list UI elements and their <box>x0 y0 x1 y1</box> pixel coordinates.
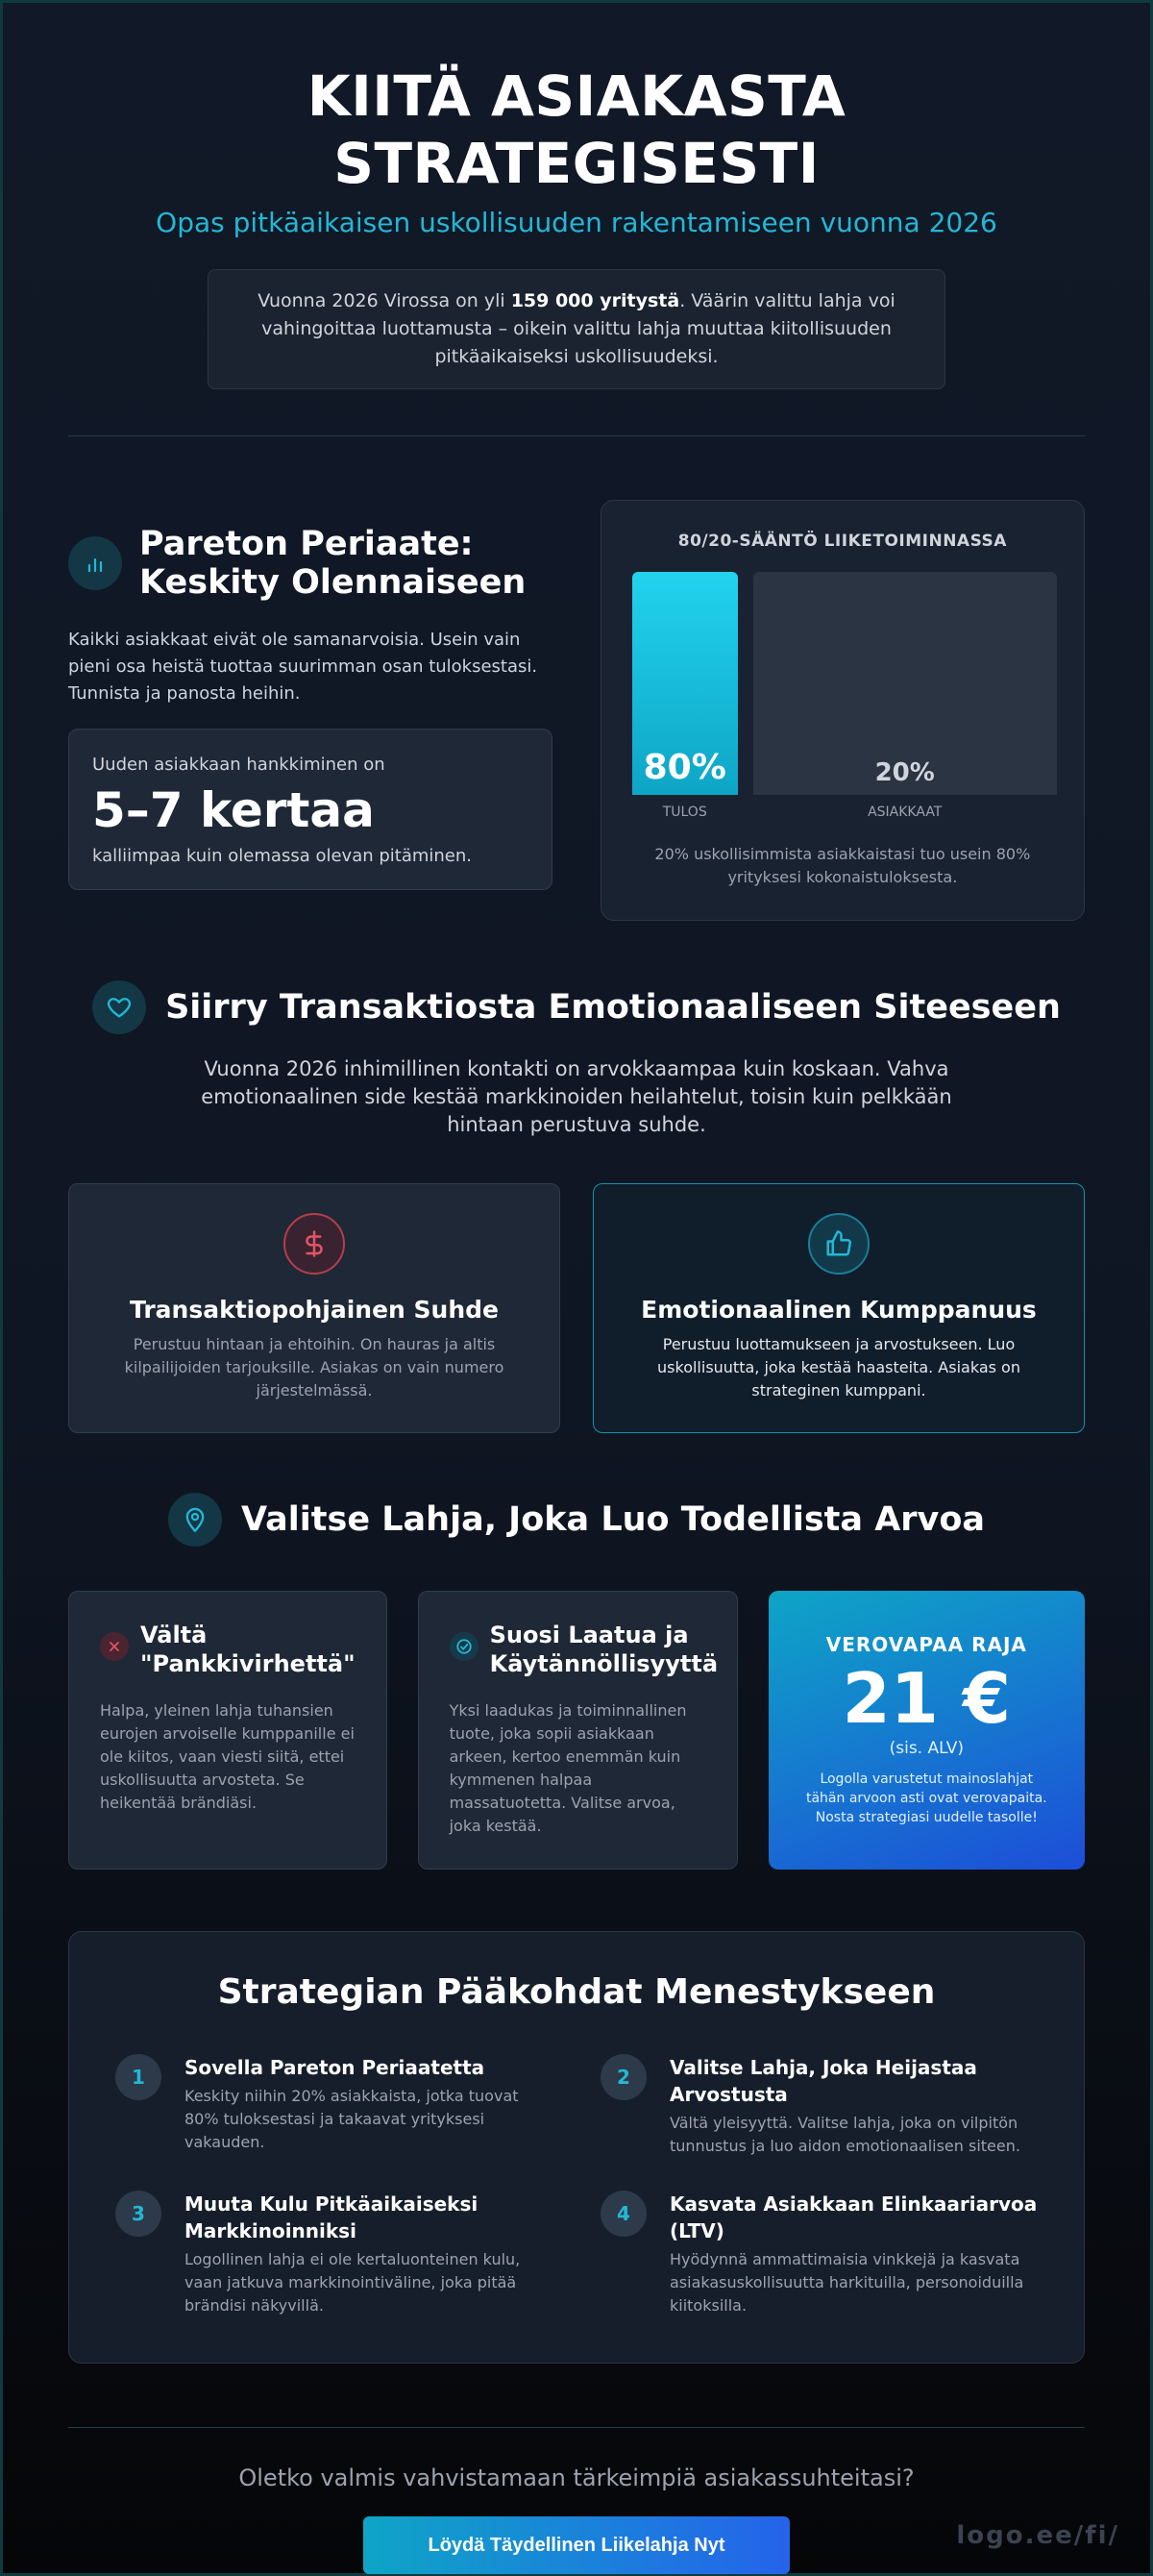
intro-text-pre: Vuonna 2026 Virossa on yli <box>258 290 511 311</box>
page-title: KIITÄ ASIAKASTA STRATEGISESTI <box>307 63 846 196</box>
strategy-step <box>601 2054 1038 2158</box>
step-number: 1 <box>115 2054 161 2100</box>
chart-categories <box>632 805 1053 831</box>
emotional-title: Siirry Transaktiosta Emotionaaliseen Siteeseen <box>165 988 1061 1027</box>
heart-icon <box>92 980 146 1034</box>
card-text: Yksi laadukas ja toiminnallinen tuote, joka sopii asiakkaan arkeen, kertoo enemmän kuin kymmenen halpaa massatuotetta. Valitse arvoa, joka kestää. <box>449 1701 687 1835</box>
emotional-description: Vuonna 2026 inhimillinen kontakti on arvokkaampaa kuin koskaan. Vahva emotionaalinen side kestää markkinoiden heilahtelut, toisin kuin pelkkään hintaan perustuva suhde. <box>201 1057 952 1136</box>
divider <box>68 435 1085 436</box>
bar-value-label: 20% <box>874 758 935 787</box>
pareto-text <box>68 500 552 921</box>
card-text: Perustuu hintaan ja ehtoihin. On hauras ja altis kilpailijoiden tarjouksille. Asiakas on vain numero järjestelmässä. <box>124 1335 504 1399</box>
step-number: 4 <box>601 2191 647 2237</box>
strategy-step <box>115 2054 552 2158</box>
strategy-step <box>115 2191 552 2317</box>
step-number: 3 <box>115 2191 161 2237</box>
stat-card <box>68 729 552 890</box>
chart-bar-asiakkaat <box>753 572 1057 795</box>
strategy-steps <box>115 2054 1038 2317</box>
tax-label: VEROVAPAA RAJA <box>825 1633 1027 1656</box>
step-text: Hyödynnä ammattimaisia vinkkejä ja kasvata asiakasuskollisuutta harkituilla, personoiduilla kiitoksilla. <box>670 2250 1024 2315</box>
card-title: Emotionaalinen Kumppanuus <box>641 1296 1037 1324</box>
relationship-cards <box>68 1183 1085 1433</box>
stat-line-2: kalliimpaa kuin olemassa olevan pitäminen. <box>92 846 473 866</box>
chart-plot-area <box>632 572 1053 795</box>
gift-section <box>68 1493 1085 1870</box>
emotional-section <box>68 980 1085 1433</box>
avoid-card <box>68 1591 387 1870</box>
step-number: 2 <box>601 2054 647 2100</box>
card-header <box>100 1621 356 1678</box>
step-text: Vältä yleisyyttä. Valitse lahja, joka on vilpitön tunnustus ja luo aidon emotionaalisen siteen. <box>670 2114 1020 2155</box>
step-text: Logollinen lahja ei ole kertaluonteinen kulu, vaan jatkuva markkinointiväline, joka pitää brändisi näkyvillä. <box>184 2250 521 2315</box>
transactional-card <box>68 1183 560 1433</box>
intro-box <box>208 269 945 389</box>
strategy-section <box>68 1931 1085 2364</box>
stat-line-1: Uuden asiakkaan hankkiminen on <box>92 755 385 775</box>
tax-limit-card <box>769 1591 1085 1870</box>
step-title: Muuta Kulu Pitkäaikaiseksi Markkinoinniksi <box>184 2192 478 2242</box>
emotional-heading <box>68 980 1085 1034</box>
step-title: Valitse Lahja, Joka Heijastaa Arvostusta <box>670 2056 977 2106</box>
category-label: ASIAKKAAT <box>868 805 943 820</box>
cta-question: Oletko valmis vahvistamaan tärkeimpiä asiakassuhteitasi? <box>238 2465 915 2491</box>
page-subtitle: Opas pitkäaikaisen uskollisuuden rakentamiseen vuonna 2026 <box>156 207 997 238</box>
chart-title: 80/20-SÄÄNTÖ LIIKETOIMINNASSA <box>677 532 1007 551</box>
card-title: Transaktiopohjainen Suhde <box>130 1296 499 1324</box>
pareto-section <box>68 500 1085 921</box>
map-pin-icon <box>168 1493 222 1547</box>
tax-vat-note: (sis. ALV) <box>889 1739 964 1758</box>
bar-value-label: 80% <box>643 748 726 787</box>
strategy-step <box>601 2191 1038 2317</box>
gift-heading <box>68 1493 1085 1547</box>
card-text: Perustuu luottamukseen ja arvostukseen. Luo uskollisuutta, joka kestää haasteita. Asiakas on strateginen kumppani. <box>657 1335 1020 1399</box>
hero <box>68 3 1085 389</box>
chart-note: 20% uskollisimmista asiakkaistasi tuo usein 80% yrityksesi kokonaistuloksesta. <box>654 845 1031 886</box>
pareto-heading <box>68 525 552 602</box>
pareto-title: Pareton Periaate: Keskity Olennaiseen <box>139 525 527 602</box>
card-header <box>450 1621 719 1678</box>
category-label: TULOS <box>662 805 707 820</box>
bar-chart-icon <box>68 536 122 590</box>
card-title: Vältä "Pankkivirhettä" <box>140 1622 356 1677</box>
x-icon <box>100 1632 129 1661</box>
emotional-card <box>593 1183 1085 1433</box>
stat-value: 5–7 kertaa <box>92 782 375 838</box>
step-text: Keskity niihin 20% asiakkaista, jotka tuovat 80% tuloksestasi ja takaavat yrityksesi vakauden. <box>184 2087 519 2151</box>
dollar-icon <box>283 1213 345 1275</box>
tax-amount: 21 € <box>842 1658 1011 1739</box>
chart-bar-tulos <box>632 572 738 795</box>
cta-section <box>68 2465 1085 2574</box>
strategy-title: Strategian Pääkohdat Menestykseen <box>217 1972 936 2012</box>
card-title: Suosi Laatua ja Käytännöllisyyttä <box>489 1622 719 1677</box>
intro-text-bold: 159 000 yritystä <box>510 290 680 311</box>
gift-title: Valitse Lahja, Joka Luo Todellista Arvoa <box>240 1500 986 1539</box>
tax-text: Logolla varustetut mainoslahjat tähän arvoon asti ovat verovapaita. Nosta strategiasi uudelle tasolle! <box>805 1771 1047 1825</box>
thumbs-up-icon <box>808 1213 870 1275</box>
pareto-chart <box>601 500 1085 921</box>
divider <box>68 2427 1085 2428</box>
step-title: Sovella Pareton Periaatetta <box>184 2056 485 2079</box>
prefer-card <box>418 1591 738 1870</box>
step-title: Kasvata Asiakkaan Elinkaariarvoa (LTV) <box>670 2192 1038 2242</box>
intro-text-post: . Väärin valittu lahja voi vahingoittaa luottamusta – oikein valittu lahja muuttaa kiitollisuuden pitkäaikaiseksi uskollisuudeksi. <box>261 290 895 367</box>
card-text: Halpa, yleinen lahja tuhansien eurojen arvoiselle kumppanille ei ole kiitos, vaan viesti siitä, ettei uskollisuutta arvosteta. Se heikentää brändiäsi. <box>100 1701 355 1812</box>
gift-cards <box>68 1591 1085 1870</box>
pareto-description: Kaikki asiakkaat eivät ole samanarvoisia. Usein vain pieni osa heistä tuottaa suurimman osan tuloksestasi. Tunnista ja panosta heihin. <box>68 630 538 704</box>
find-gift-button[interactable]: Löydä Täydellinen Liikelahja Nyt <box>363 2516 790 2574</box>
watermark: logo.ee/fi/ <box>956 2521 1119 2550</box>
check-icon <box>450 1632 478 1661</box>
